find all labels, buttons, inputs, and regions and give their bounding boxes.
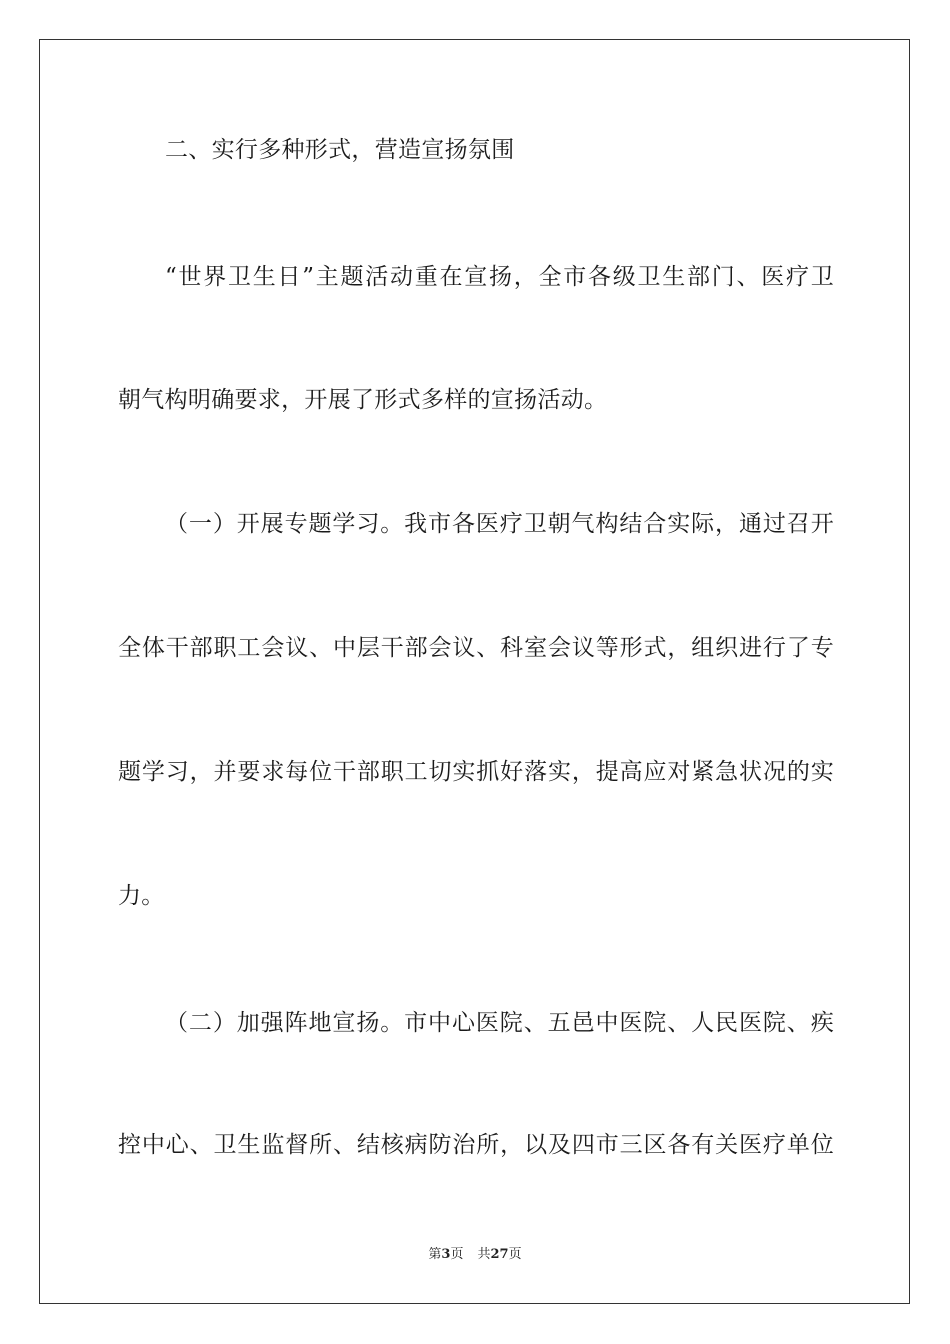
page-number: 3: [441, 1247, 451, 1262]
page-prefix: 第: [428, 1247, 442, 1262]
paragraph-line: 力。: [118, 883, 165, 909]
paragraph-line: （一）开展专题学习。我市各医疗卫朝气构结合实际，通过召开: [165, 511, 834, 537]
total-pages: 27: [490, 1247, 509, 1262]
paragraph-line: 全体干部职工会议、中层干部会议、科室会议等形式，组织进行了专: [118, 635, 834, 661]
page-suffix: 页: [450, 1247, 464, 1262]
total-prefix: 共: [477, 1247, 491, 1262]
section-heading: 二、实行多种形式，营造宣扬氛围: [165, 137, 515, 163]
paragraph-line: 朝气构明确要求，开展了形式多样的宣扬活动。: [118, 387, 608, 413]
paragraph-line: 控中心、卫生监督所、结核病防治所，以及四市三区各有关医疗单位: [118, 1132, 834, 1158]
paragraph-line: （二）加强阵地宣扬。市中心医院、五邑中医院、人民医院、疾: [165, 1010, 834, 1036]
paragraph-line: “世界卫生日”主题活动重在宣扬，全市各级卫生部门、医疗卫: [165, 264, 834, 290]
page-border: [39, 39, 910, 1304]
total-suffix: 页: [508, 1247, 522, 1262]
paragraph-line: 题学习，并要求每位干部职工切实抓好落实，提高应对紧急状况的实: [118, 759, 834, 785]
page-footer: [0, 1246, 950, 1264]
